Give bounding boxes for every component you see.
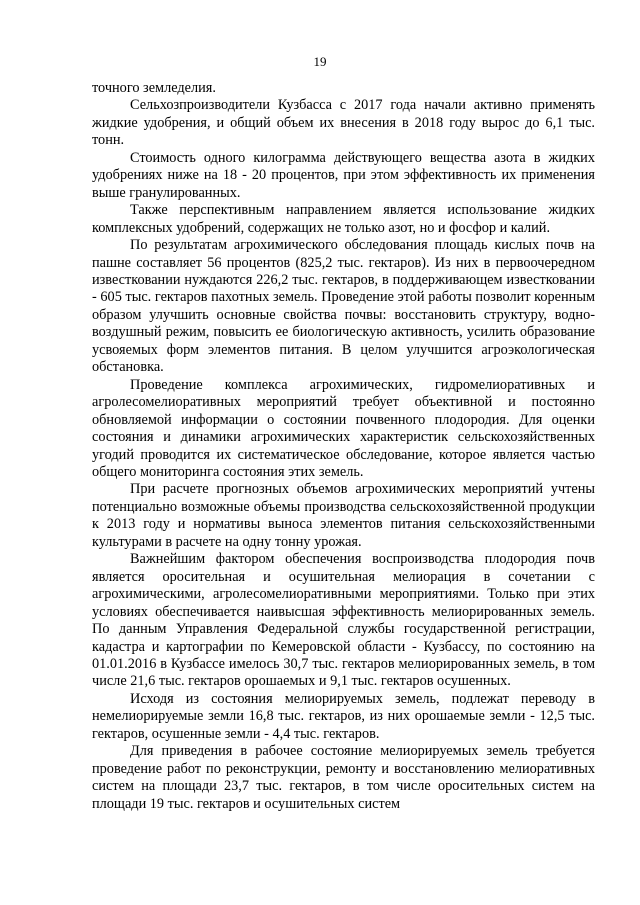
- paragraph-liquid-fertilizers: Сельхозпроизводители Кузбасса с 2017 года начали активно применять жидкие удобрения, и общий объем их внесения в 2018 году вырос до 6,1 тыс. тонн.: [92, 97, 595, 149]
- paragraph-land-transfer: Исходя из состояния мелиорируемых земель, подлежат переводу в немелиорируемые земли 16,8 тыс. гектаров, из них орошаемые земли - 12,5 тыс. гектаров, осушенные земли - 4,4 тыс. гектаров.: [92, 690, 595, 742]
- body-text: [92, 80, 595, 813]
- paragraph-nitrogen-cost: Стоимость одного килограмма действующего вещества азота в жидких удобрениях ниже на 18 - 20 процентов, при этом эффективность их применения выше гранулированных.: [92, 149, 595, 201]
- paragraph-complex-fertilizers: Также перспективным направлением является использование жидких комплексных удобрений, содержащих не только азот, но и фосфор и калий.: [92, 202, 595, 236]
- paragraph-continuation: точного земледелия.: [92, 80, 216, 96]
- paragraph-melioration: Важнейшим фактором обеспечения воспроизводства плодородия почв является оросительная и осушительная мелиорация в сочетании с агрохимическими, агролесомелиоративными мероприятиями. Только при этих условиях обеспечивается наивысшая эффективность мелиорированных земель. По данным Управления Федеральной службы государственной регистрации, кадастра и картографии по Кемеровской области - Кузбассу, по состоянию на 01.01.2016 в Кузбассе имелось 30,7 тыс. гектаров мелиорированных земель, в том числе 21,6 тыс. гектаров орошаемых и 9,1 тыс. гектаров осушенных.: [92, 551, 595, 690]
- paragraph-soil-monitoring: Проведение комплекса агрохимических, гидромелиоративных и агролесомелиоративных мероприятий требует объективной и постоянно обновляемой информации о состоянии почвенного плодородия. Для оценки состояния и динамики агрохимических характеристик сельскохозяйственных угодий проводится их систематическое обследование, которое является частью общего мониторинга состояния этих земель.: [92, 376, 595, 480]
- page-number: 19: [313, 54, 327, 69]
- paragraph-forecast-volumes: При расчете прогнозных объемов агрохимических мероприятий учтены потенциально возможные объемы производства сельскохозяйственной продукции к 2013 году и нормативы выноса элементов питания сельскохозяйственными культурами в расчете на одну тонну урожая.: [92, 481, 595, 550]
- paragraph-acid-soils: По результатам агрохимического обследования площадь кислых почв на пашне составляет 56 процентов (825,2 тыс. гектаров). Из них в первоочередном известковании нуждаются 226,2 тыс. гектаров, в поддерживающем известковании - 605 тыс. гектаров пахотных земель. Проведение этой работы позволит коренным образом улучшить основные свойства почвы: восстановить структуру, водно-воздушный режим, повысить ее биологическую активность, усилить образование усвояемых форм элементов питания. В целом улучшится агроэкологическая обстановка.: [92, 237, 595, 376]
- paragraph-reconstruction: Для приведения в рабочее состояние мелиорируемых земель требуется проведение работ по реконструкции, ремонту и восстановлению мелиоративных систем на площади 23,7 тыс. гектаров, в том числе оросительных систем на площади 19 тыс. гектаров и осушительных систем: [92, 743, 595, 812]
